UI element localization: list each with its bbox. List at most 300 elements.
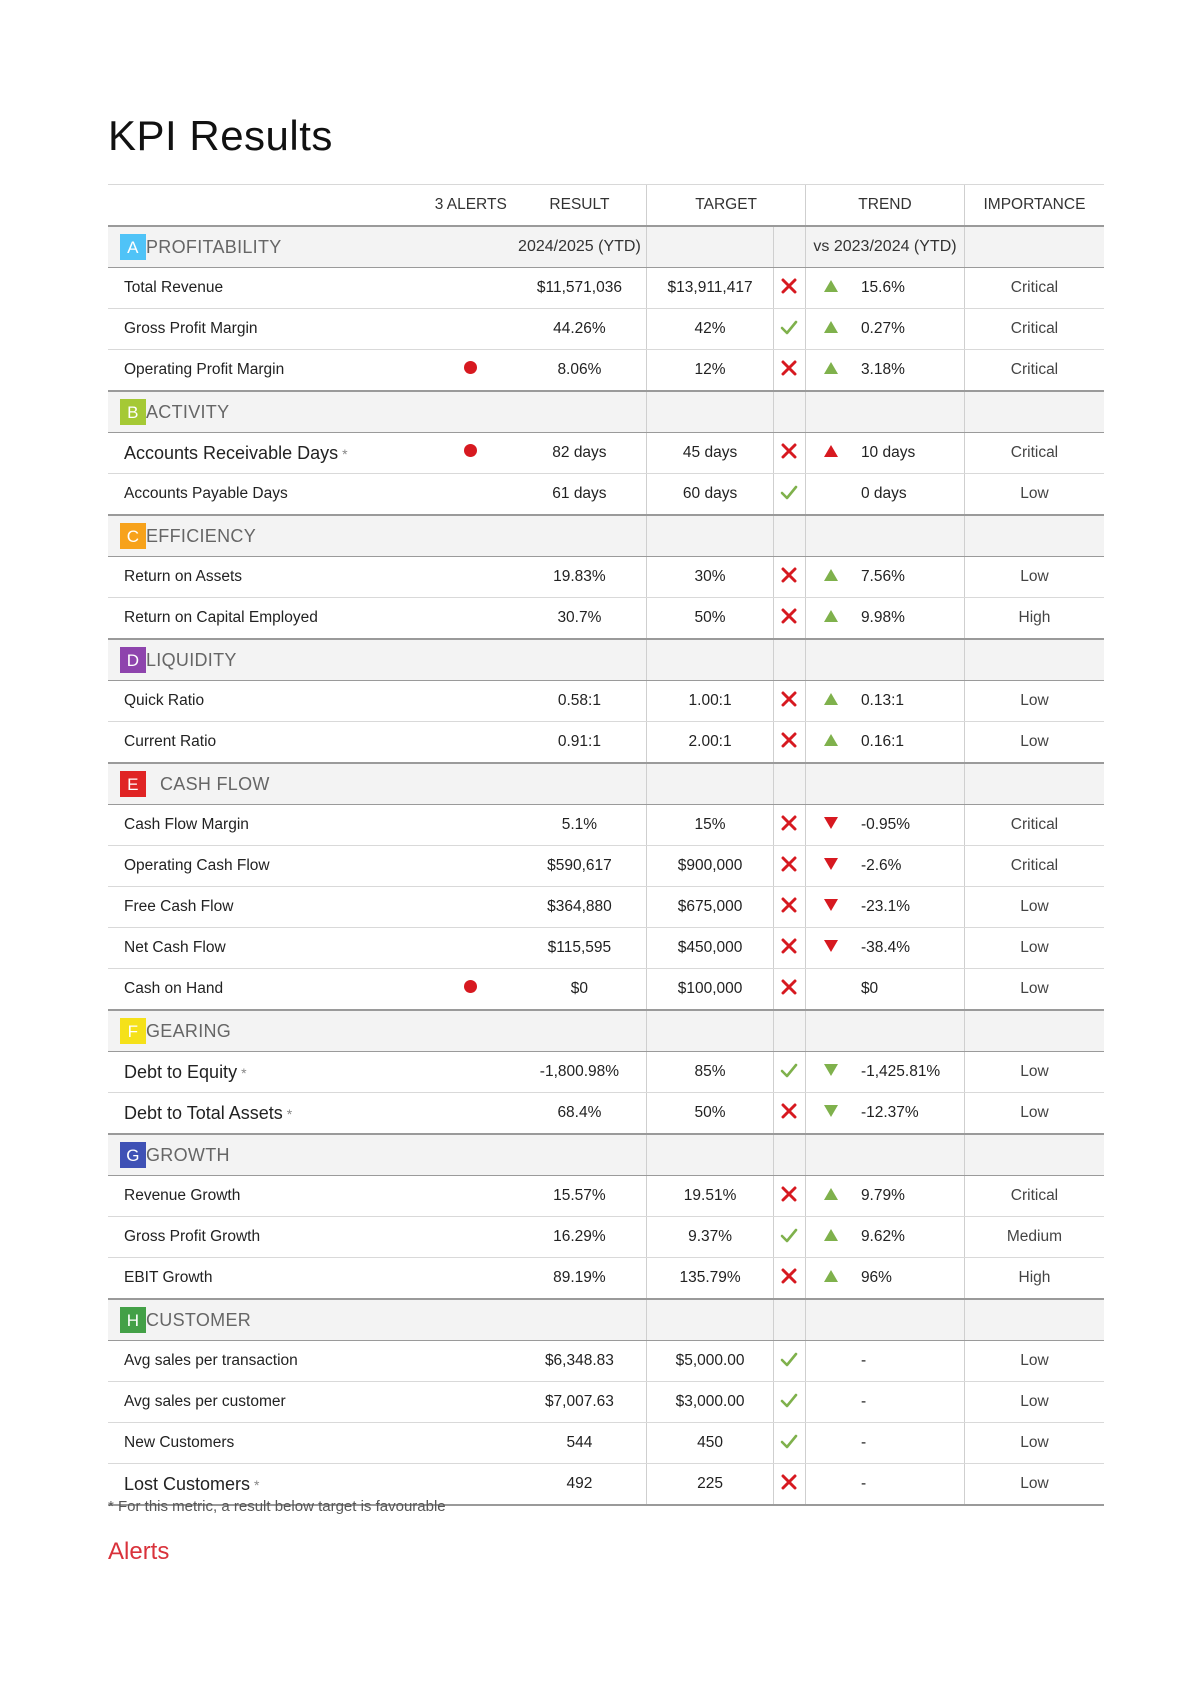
status-cell [773, 722, 805, 764]
section-result-cell [513, 639, 647, 681]
alert-cell [429, 846, 513, 887]
trend-value: 9.62% [855, 1217, 964, 1258]
status-cell [773, 1341, 805, 1382]
result-value: 8.06% [513, 350, 647, 392]
kpi-name-cell [108, 1217, 429, 1258]
section-label [108, 1307, 513, 1333]
kpi-name: Accounts Payable Days [124, 485, 288, 502]
alert-cell [429, 928, 513, 969]
importance-value: Low [964, 557, 1104, 598]
importance-value: Low [964, 1423, 1104, 1464]
trend-value: -12.37% [855, 1093, 964, 1135]
result-period: 2024/2025 (YTD) [518, 238, 641, 255]
section-row-customer [108, 1299, 1104, 1341]
section-flag-cell [773, 1134, 805, 1176]
cross-icon [781, 982, 797, 999]
importance-value: High [964, 598, 1104, 640]
target-value: 135.79% [647, 1258, 774, 1300]
status-cell [773, 1176, 805, 1217]
kpi-name: Debt to Total Assets [124, 1102, 283, 1123]
kpi-name-cell [108, 350, 429, 392]
result-value: 19.83% [513, 557, 647, 598]
check-icon [780, 1395, 798, 1412]
alert-cell [429, 350, 513, 392]
result-value: 16.29% [513, 1217, 647, 1258]
alert-cell [429, 1052, 513, 1093]
cross-icon [781, 900, 797, 917]
cross-icon [781, 1477, 797, 1494]
cross-icon [781, 694, 797, 711]
kpi-name: Lost Customers [124, 1473, 251, 1494]
section-trend-cell [806, 391, 965, 433]
alert-cell [429, 681, 513, 722]
status-cell [773, 1423, 805, 1464]
kpi-name-cell [108, 805, 429, 846]
alerts-count[interactable]: 3 ALERTS [429, 185, 513, 227]
trend-value: -1,425.81% [855, 1052, 964, 1093]
section-target-cell [647, 1134, 774, 1176]
trend-up-icon [824, 610, 838, 622]
trend-value: - [855, 1423, 964, 1464]
trend-value: -38.4% [855, 928, 964, 969]
trend-value: - [855, 1341, 964, 1382]
result-value: $6,348.83 [513, 1341, 647, 1382]
status-cell [773, 350, 805, 392]
table-row[interactable] [108, 1258, 1104, 1300]
target-value: 15% [647, 805, 774, 846]
table-row[interactable] [108, 433, 1104, 474]
kpi-name: Operating Profit Margin [124, 361, 285, 378]
status-cell [773, 1464, 805, 1506]
table-row[interactable] [108, 309, 1104, 350]
status-cell [773, 1382, 805, 1423]
target-value: 1.00:1 [647, 681, 774, 722]
kpi-name: Free Cash Flow [124, 898, 234, 915]
section-importance-cell [964, 391, 1104, 433]
table-row[interactable] [108, 1217, 1104, 1258]
kpi-table [108, 184, 1104, 1506]
alert-cell [429, 969, 513, 1011]
kpi-name-cell [108, 1423, 429, 1464]
trend-arrow-cell [806, 268, 855, 309]
kpi-name: Avg sales per transaction [124, 1352, 298, 1369]
section-result-cell [513, 1299, 647, 1341]
importance-value: Low [964, 1093, 1104, 1135]
section-label [108, 399, 513, 425]
section-label [108, 1142, 513, 1168]
section-result-cell [513, 1134, 647, 1176]
alert-cell [429, 1217, 513, 1258]
check-icon [780, 1436, 798, 1453]
section-letter-badge: G [120, 1142, 146, 1168]
target-value: 9.37% [647, 1217, 774, 1258]
trend-arrow-cell [806, 1258, 855, 1300]
cross-icon [781, 1189, 797, 1206]
kpi-name-cell [108, 433, 429, 474]
alert-cell [429, 1093, 513, 1135]
target-value: 19.51% [647, 1176, 774, 1217]
result-value: $115,595 [513, 928, 647, 969]
section-importance-cell [964, 226, 1104, 268]
kpi-name: Net Cash Flow [124, 939, 226, 956]
cross-icon [781, 735, 797, 752]
status-cell [773, 928, 805, 969]
importance-value: Critical [964, 1176, 1104, 1217]
trend-up-icon [824, 569, 838, 581]
importance-value: Low [964, 887, 1104, 928]
kpi-name: Return on Capital Employed [124, 609, 318, 626]
target-value: 42% [647, 309, 774, 350]
table-row[interactable] [108, 805, 1104, 846]
favourable-below-marker: * [254, 1476, 260, 1493]
cross-icon [781, 611, 797, 628]
result-value: -1,800.98% [513, 1052, 647, 1093]
result-value: 0.58:1 [513, 681, 647, 722]
cross-icon [781, 1271, 797, 1288]
trend-up-icon [824, 362, 838, 374]
alert-cell [429, 887, 513, 928]
trend-up-icon [824, 280, 838, 292]
trend-arrow-cell [806, 681, 855, 722]
favourable-below-marker: * [342, 445, 348, 462]
trend-down-icon [824, 817, 838, 829]
section-header [108, 763, 513, 805]
table-row[interactable] [108, 1176, 1104, 1217]
kpi-name-cell [108, 681, 429, 722]
status-cell [773, 1093, 805, 1135]
target-value: 60 days [647, 474, 774, 516]
result-value: 15.57% [513, 1176, 647, 1217]
kpi-name: New Customers [124, 1434, 235, 1451]
cross-icon [781, 941, 797, 958]
section-trend-cell [806, 1134, 965, 1176]
cross-icon [781, 446, 797, 463]
section-flag-cell [773, 515, 805, 557]
section-header [108, 639, 513, 681]
section-result-cell [513, 763, 647, 805]
section-label [108, 771, 513, 797]
trend-arrow-cell [806, 887, 855, 928]
alert-dot-icon[interactable] [464, 444, 477, 457]
status-cell [773, 1258, 805, 1300]
alert-cell [429, 433, 513, 474]
kpi-name-cell [108, 846, 429, 887]
trend-arrow-cell [806, 598, 855, 640]
result-value: 544 [513, 1423, 647, 1464]
trend-value: 3.18% [855, 350, 964, 392]
section-importance-cell [964, 1299, 1104, 1341]
table-row[interactable] [108, 1052, 1104, 1093]
kpi-name: Cash on Hand [124, 980, 224, 997]
importance-value: Critical [964, 805, 1104, 846]
target-value: 50% [647, 598, 774, 640]
trend-value: -2.6% [855, 846, 964, 887]
trend-value: 0.13:1 [855, 681, 964, 722]
trend-up-icon [824, 1188, 838, 1200]
target-value: $450,000 [647, 928, 774, 969]
kpi-name-cell [108, 598, 429, 640]
section-row-efficiency [108, 515, 1104, 557]
kpi-name: Cash Flow Margin [124, 816, 249, 833]
check-icon [780, 322, 798, 339]
status-cell [773, 1052, 805, 1093]
status-cell [773, 268, 805, 309]
section-header [108, 1010, 513, 1052]
trend-up-icon [824, 734, 838, 746]
result-value: $0 [513, 969, 647, 1011]
trend-value: 9.98% [855, 598, 964, 640]
importance-value: Low [964, 474, 1104, 516]
importance-value: Critical [964, 433, 1104, 474]
section-target-cell [647, 763, 774, 805]
section-letter-badge: E [120, 771, 146, 797]
result-value: 0.91:1 [513, 722, 647, 764]
trend-value: 0 days [855, 474, 964, 516]
table-row[interactable] [108, 1423, 1104, 1464]
trend-arrow-cell [806, 1341, 855, 1382]
kpi-name: Total Revenue [124, 279, 224, 296]
trend-down-icon [824, 1064, 838, 1076]
section-name: PROFITABILITY [146, 236, 282, 257]
section-name: GEARING [146, 1020, 232, 1041]
alert-cell [429, 1382, 513, 1423]
section-row-activity [108, 391, 1104, 433]
target-value: 450 [647, 1423, 774, 1464]
section-result-cell [513, 515, 647, 557]
kpi-name: Revenue Growth [124, 1187, 241, 1204]
section-name: LIQUIDITY [146, 649, 237, 670]
status-cell [773, 557, 805, 598]
trend-value: 0.16:1 [855, 722, 964, 764]
section-target-cell [647, 515, 774, 557]
result-value: 61 days [513, 474, 647, 516]
table-row[interactable] [108, 1341, 1104, 1382]
trend-arrow-cell [806, 1382, 855, 1423]
section-name: GROWTH [146, 1144, 230, 1165]
section-header [108, 1299, 513, 1341]
alert-cell [429, 1423, 513, 1464]
trend-value: 7.56% [855, 557, 964, 598]
alert-cell [429, 1176, 513, 1217]
status-cell [773, 1217, 805, 1258]
kpi-name: Operating Cash Flow [124, 857, 270, 874]
status-cell [773, 433, 805, 474]
trend-period: vs 2023/2024 (YTD) [813, 238, 957, 255]
kpi-name: Gross Profit Growth [124, 1228, 261, 1245]
trend-arrow-cell [806, 350, 855, 392]
section-name: ACTIVITY [146, 401, 230, 422]
section-row-gearing [108, 1010, 1104, 1052]
cross-icon [781, 363, 797, 380]
section-letter-badge: B [120, 399, 146, 425]
section-row-growth [108, 1134, 1104, 1176]
alert-cell [429, 268, 513, 309]
target-value: 2.00:1 [647, 722, 774, 764]
table-row[interactable] [108, 681, 1104, 722]
result-value: $364,880 [513, 887, 647, 928]
check-icon [780, 1065, 798, 1082]
table-row[interactable] [108, 350, 1104, 392]
result-value: $11,571,036 [513, 268, 647, 309]
section-target-cell [647, 1010, 774, 1052]
cross-icon [781, 859, 797, 876]
status-cell [773, 805, 805, 846]
kpi-name: Accounts Receivable Days [124, 442, 339, 463]
table-row[interactable] [108, 722, 1104, 764]
target-value: $5,000.00 [647, 1341, 774, 1382]
trend-arrow-cell [806, 722, 855, 764]
check-icon [780, 1354, 798, 1371]
status-cell [773, 969, 805, 1011]
importance-value: Low [964, 1052, 1104, 1093]
trend-down-icon [824, 858, 838, 870]
importance-value: Critical [964, 309, 1104, 350]
status-cell [773, 681, 805, 722]
target-value: $100,000 [647, 969, 774, 1011]
trend-up-icon [824, 1270, 838, 1282]
result-value: 82 days [513, 433, 647, 474]
table-row[interactable] [108, 887, 1104, 928]
table-row[interactable] [108, 474, 1104, 516]
section-trend-cell [806, 1010, 965, 1052]
section-target-cell [647, 1299, 774, 1341]
kpi-name-cell [108, 1382, 429, 1423]
status-cell [773, 474, 805, 516]
result-value: 44.26% [513, 309, 647, 350]
result-value: 68.4% [513, 1093, 647, 1135]
section-target-cell [647, 391, 774, 433]
cross-icon [781, 281, 797, 298]
alert-cell [429, 474, 513, 516]
target-value: 30% [647, 557, 774, 598]
kpi-name-cell [108, 1341, 429, 1382]
section-row-profitability [108, 226, 1104, 268]
section-result-cell [513, 1010, 647, 1052]
section-letter-badge: A [120, 234, 146, 260]
trend-down-icon [824, 899, 838, 911]
importance-value: Medium [964, 1217, 1104, 1258]
trend-down-icon [824, 1105, 838, 1117]
check-icon [780, 1230, 798, 1247]
trend-up-icon [824, 693, 838, 705]
table-row[interactable] [108, 268, 1104, 309]
trend-arrow-cell [806, 1176, 855, 1217]
section-importance-cell [964, 515, 1104, 557]
status-cell [773, 887, 805, 928]
target-value: 12% [647, 350, 774, 392]
trend-arrow-cell [806, 846, 855, 887]
section-target-cell [647, 226, 774, 268]
table-row[interactable] [108, 969, 1104, 1011]
target-value: $3,000.00 [647, 1382, 774, 1423]
status-cell [773, 598, 805, 640]
alert-cell [429, 1341, 513, 1382]
kpi-name-cell [108, 722, 429, 764]
section-header [108, 515, 513, 557]
alert-dot-icon[interactable] [464, 980, 477, 993]
section-row-liquidity [108, 639, 1104, 681]
importance-value: Critical [964, 846, 1104, 887]
target-value: $13,911,417 [647, 268, 774, 309]
alert-cell [429, 805, 513, 846]
trend-arrow-cell [806, 1052, 855, 1093]
alert-cell [429, 598, 513, 640]
alert-cell [429, 1258, 513, 1300]
cross-icon [781, 818, 797, 835]
section-label [108, 647, 513, 673]
section-target-cell [647, 639, 774, 681]
header-blank [108, 185, 429, 227]
target-value: 85% [647, 1052, 774, 1093]
trend-arrow-cell [806, 805, 855, 846]
section-trend-cell [806, 1299, 965, 1341]
alert-cell [429, 557, 513, 598]
trend-arrow-cell [806, 969, 855, 1011]
trend-value: 15.6% [855, 268, 964, 309]
kpi-name-cell [108, 1258, 429, 1300]
trend-arrow-cell [806, 928, 855, 969]
section-importance-cell [964, 639, 1104, 681]
section-trend-cell [806, 763, 965, 805]
section-header [108, 1134, 513, 1176]
kpi-name: EBIT Growth [124, 1269, 213, 1286]
cross-icon [781, 1106, 797, 1123]
section-letter-badge: C [120, 523, 146, 549]
table-row[interactable] [108, 1093, 1104, 1135]
importance-value: Low [964, 1382, 1104, 1423]
trend-arrow-cell [806, 1464, 855, 1506]
status-cell [773, 846, 805, 887]
table-row[interactable] [108, 1382, 1104, 1423]
result-value: 89.19% [513, 1258, 647, 1300]
importance-value: Low [964, 722, 1104, 764]
trend-arrow-cell [806, 1217, 855, 1258]
section-importance-cell [964, 1134, 1104, 1176]
table-row[interactable] [108, 557, 1104, 598]
trend-arrow-cell [806, 309, 855, 350]
result-value: $590,617 [513, 846, 647, 887]
alert-cell [429, 309, 513, 350]
alert-dot-icon[interactable] [464, 361, 477, 374]
trend-value: 0.27% [855, 309, 964, 350]
section-header [108, 391, 513, 433]
table-row[interactable] [108, 928, 1104, 969]
kpi-name: Debt to Equity [124, 1061, 238, 1082]
table-row[interactable] [108, 846, 1104, 887]
importance-value: Low [964, 928, 1104, 969]
trend-up-icon [824, 1229, 838, 1241]
trend-value: -0.95% [855, 805, 964, 846]
trend-value: 9.79% [855, 1176, 964, 1217]
table-row[interactable] [108, 598, 1104, 640]
section-letter-badge: F [120, 1018, 146, 1044]
section-flag-cell [773, 639, 805, 681]
target-value: 225 [647, 1464, 774, 1506]
kpi-table-body [108, 226, 1104, 1505]
trend-value: 10 days [855, 433, 964, 474]
trend-down-icon [824, 940, 838, 952]
header-trend: TREND [806, 185, 965, 227]
kpi-name-cell [108, 1052, 429, 1093]
section-letter-badge: D [120, 647, 146, 673]
importance-value: Low [964, 1341, 1104, 1382]
footnote: * For this metric, a result below target is favourable [108, 1498, 446, 1515]
section-result-cell [513, 391, 647, 433]
section-flag-cell [773, 391, 805, 433]
cross-icon [781, 570, 797, 587]
section-importance-cell [964, 1010, 1104, 1052]
importance-value: Low [964, 1464, 1104, 1506]
